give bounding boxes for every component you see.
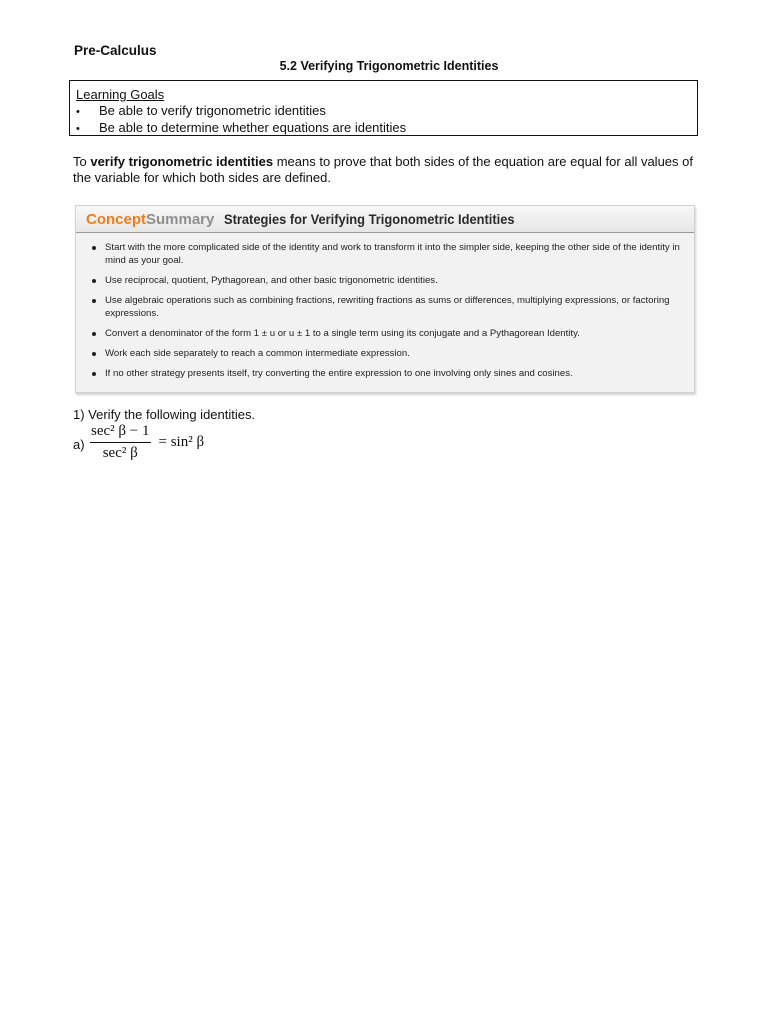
learning-goal-text: Be able to determine whether equations are identities <box>99 120 407 135</box>
bullet-icon: • <box>76 123 80 135</box>
section-title: 5.2 Verifying Trigonometric Identities <box>279 59 499 73</box>
identity-equation <box>88 423 204 462</box>
exercise-heading: 1) Verify the following identities. <box>73 407 256 422</box>
strategy-item: Start with the more complicated side of the identity and work to transform it into the simpler side, keeping the other side of the identity in mind as your goal. <box>92 241 682 267</box>
intro-term: verify trigonometric identities <box>90 154 274 169</box>
concept-summary-title: Strategies for Verifying Trigonometric Identities <box>224 211 515 227</box>
equation-fraction <box>88 423 153 462</box>
equation-denominator: sec² β <box>102 445 138 461</box>
equation-numerator: sec² β − 1 <box>90 423 151 443</box>
intro-prefix: To <box>73 154 91 169</box>
learning-goal-item <box>76 103 697 121</box>
intro-suffix: means to prove that both sides of the equation are equal for all values of the variable for which both sides are defined. <box>73 154 693 185</box>
strategy-item: Work each side separately to reach a common intermediate expression. <box>92 347 682 360</box>
concept-summary-header <box>76 206 694 233</box>
equation-rhs: = sin² β <box>158 434 205 450</box>
concept-label: Concept <box>86 210 146 228</box>
learning-goals-heading: Learning Goals <box>76 87 165 102</box>
strategy-item: Convert a denominator of the form 1 ± u or u ± 1 to a single term using its conjugate and a Pythagorean Identity. <box>92 327 682 340</box>
strategy-item: Use reciprocal, quotient, Pythagorean, and other basic trigonometric identities. <box>92 274 682 287</box>
intro-paragraph <box>73 154 713 186</box>
course-title: Pre-Calculus <box>74 43 157 58</box>
learning-goal-text: Be able to verify trigonometric identities <box>99 102 326 118</box>
concept-summary-panel <box>75 205 695 393</box>
summary-label: Summary <box>146 210 215 228</box>
learning-goal-item <box>76 120 697 138</box>
learning-goals-box <box>69 80 698 136</box>
bullet-icon: • <box>76 105 80 118</box>
strategy-item: If no other strategy presents itself, try converting the entire expression to one involving only sines and cosines. <box>92 367 682 380</box>
strategy-item: Use algebraic operations such as combining fractions, rewriting fractions as sums or differences, multiplying expressions, or factoring expressions. <box>92 294 682 320</box>
exercise-part-label: a) <box>73 437 85 452</box>
strategy-list <box>76 233 694 380</box>
